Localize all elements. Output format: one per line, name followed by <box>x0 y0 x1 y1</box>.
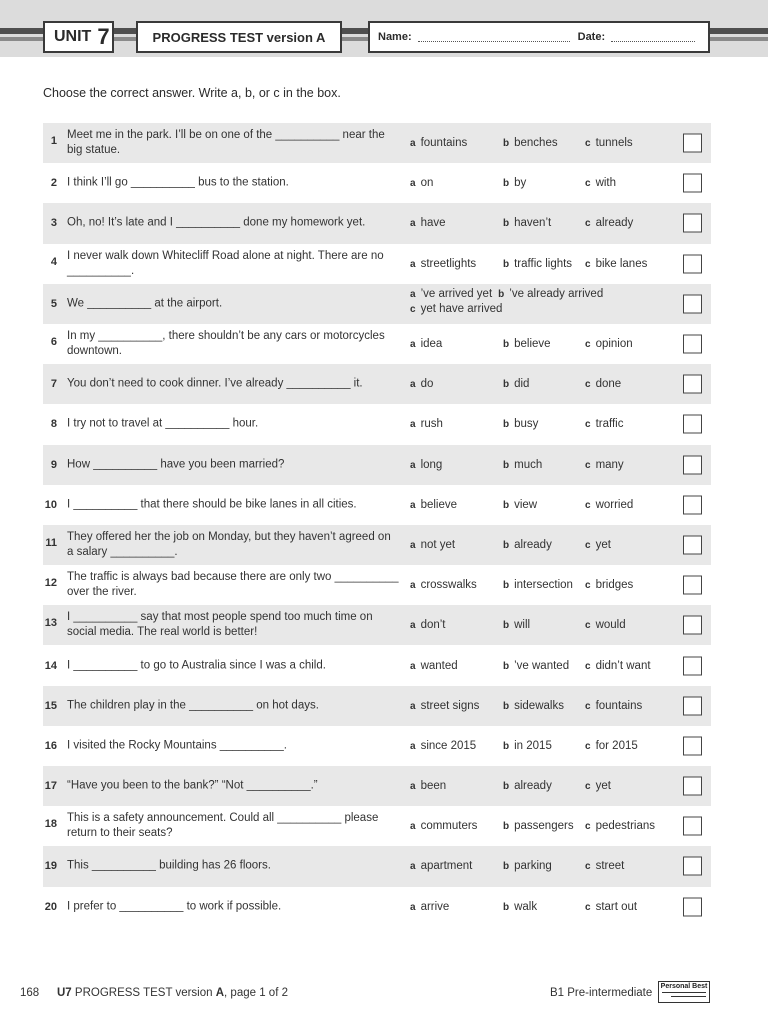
option-line <box>410 287 603 302</box>
option-text: don’t <box>420 619 446 632</box>
option-text: believe <box>420 498 458 511</box>
option-letter: c <box>585 258 591 270</box>
option-text: intersection <box>514 579 573 592</box>
answer-box[interactable] <box>683 736 702 755</box>
option-text: already <box>514 538 552 551</box>
option-letter: c <box>585 740 591 752</box>
question-text: You don’t need to cook dinner. I’ve already __________ it. <box>67 377 363 390</box>
option-letter: a <box>410 138 416 150</box>
footer-version: A <box>215 987 225 999</box>
option-letter: c <box>585 620 591 632</box>
option-b <box>503 901 537 913</box>
question-text: I visited the Rocky Mountains __________. <box>67 739 287 752</box>
option-text: arrive <box>420 900 450 913</box>
option-a <box>410 338 442 350</box>
option-text: didn’t want <box>595 659 651 672</box>
option-letter: c <box>585 178 591 190</box>
option-letter: a <box>410 258 416 270</box>
option-b <box>503 217 551 229</box>
option-c <box>585 418 623 430</box>
option-text: in 2015 <box>514 739 552 752</box>
option-letter: c <box>585 419 591 431</box>
option-letter: a <box>410 419 416 431</box>
option-a <box>410 499 457 511</box>
option-letter: c <box>585 660 591 672</box>
option-b <box>503 820 574 832</box>
option-c <box>585 177 616 189</box>
question-number: 12 <box>44 577 57 590</box>
question-row <box>43 887 711 927</box>
option-text: yet <box>595 538 611 551</box>
question-text: This is a safety announcement. Could all __________ please return to their seats? <box>67 812 379 840</box>
question-text: I __________ that there should be bike lanes in all cities. <box>67 498 357 511</box>
option-text: view <box>514 498 538 511</box>
unit-number: 7 <box>97 24 110 49</box>
option-a <box>410 539 455 551</box>
option-letter: a <box>410 821 416 833</box>
option-letter: a <box>410 620 416 632</box>
question-number: 17 <box>44 780 57 793</box>
question-row <box>43 766 711 806</box>
question-number: 13 <box>44 617 57 630</box>
option-text: for 2015 <box>595 739 638 752</box>
option-text: yet have arrived <box>420 302 503 315</box>
option-a <box>410 740 476 752</box>
option-text: start out <box>595 900 638 913</box>
question-number: 1 <box>50 135 57 147</box>
question-list <box>43 123 711 927</box>
question-number: 4 <box>50 255 57 268</box>
option-letter: b <box>498 288 505 300</box>
question-row <box>43 123 711 163</box>
option-letter: c <box>585 821 591 833</box>
question-number: 8 <box>50 418 57 431</box>
option-text: would <box>595 619 626 632</box>
option-letter: c <box>585 781 591 793</box>
option-a <box>410 619 446 631</box>
footer-test-name: PROGRESS TEST version <box>74 987 213 999</box>
option-text: ’ve arrived yet <box>420 287 493 300</box>
question-row <box>43 645 711 685</box>
option-text: traffic <box>595 418 624 431</box>
question-row <box>43 485 711 525</box>
question-number: 3 <box>50 217 57 230</box>
option-letter: c <box>585 861 591 873</box>
question-text: The children play in the __________ on hot days. <box>67 699 319 712</box>
option-text: will <box>514 619 531 632</box>
option-text: apartment <box>420 860 473 873</box>
option-c <box>585 700 642 712</box>
option-letter: a <box>410 660 416 672</box>
answer-box[interactable] <box>683 656 702 675</box>
question-row <box>43 525 711 565</box>
option-letter: c <box>585 539 591 551</box>
answer-box[interactable] <box>683 897 702 916</box>
option-line <box>410 302 603 317</box>
question-number: 5 <box>50 297 57 310</box>
question-number: 7 <box>50 378 57 391</box>
question-text: The traffic is always bad because there are only two __________ over the river. <box>67 571 399 599</box>
unit-label: UNIT <box>54 28 92 45</box>
question-number: 19 <box>44 860 57 873</box>
question-row <box>43 565 711 605</box>
option-text: do <box>420 378 434 391</box>
option-text: bike lanes <box>595 257 648 270</box>
option-text: fountains <box>420 137 468 150</box>
option-text: pedestrians <box>595 820 656 833</box>
name-label: Name: <box>378 31 412 43</box>
question-number: 20 <box>44 900 57 913</box>
question-row <box>43 364 711 404</box>
option-text: since 2015 <box>420 739 477 752</box>
option-a <box>410 378 433 390</box>
answer-box[interactable] <box>683 817 702 836</box>
option-text: benches <box>514 137 558 150</box>
footer-test-info <box>57 987 288 999</box>
option-b <box>498 288 603 300</box>
name-date-box <box>368 21 710 53</box>
option-a <box>410 217 446 229</box>
option-text: yet <box>595 780 611 793</box>
name-field[interactable] <box>418 41 570 42</box>
option-text: commuters <box>420 820 478 833</box>
option-c <box>585 378 621 390</box>
option-c <box>585 539 611 551</box>
question-text: In my __________, there shouldn’t be any cars or motorcycles downtown. <box>67 329 385 357</box>
option-text: ’ve already arrived <box>509 287 604 300</box>
question-text: Oh, no! It’s late and I __________ done my homework yet. <box>67 216 366 229</box>
option-letter: b <box>503 379 510 391</box>
option-a <box>410 288 492 300</box>
option-text: done <box>595 378 622 391</box>
option-text: opinion <box>595 338 633 351</box>
option-text: have <box>420 217 446 230</box>
option-b <box>503 579 573 591</box>
answer-box[interactable] <box>683 616 702 635</box>
option-a <box>410 780 446 792</box>
option-letter: b <box>503 901 510 913</box>
instructions: Choose the correct answer. Write a, b, or c in the box. <box>43 86 341 100</box>
option-b <box>503 740 552 752</box>
option-c <box>585 579 633 591</box>
option-a <box>410 258 476 270</box>
test-title-box <box>136 21 342 53</box>
option-b <box>503 137 558 149</box>
option-letter: b <box>503 218 510 230</box>
question-row <box>43 324 711 364</box>
answer-box[interactable] <box>683 576 702 595</box>
answer-box[interactable] <box>683 535 702 554</box>
answer-box[interactable] <box>683 134 702 153</box>
question-text: This __________ building has 26 floors. <box>67 859 271 872</box>
option-letter: b <box>503 740 510 752</box>
question-row <box>43 726 711 766</box>
option-text: long <box>420 458 443 471</box>
option-a <box>410 660 458 672</box>
option-letter: a <box>410 700 416 712</box>
answer-box[interactable] <box>683 495 702 514</box>
option-letter: c <box>585 339 591 351</box>
option-b <box>503 860 552 872</box>
answer-box[interactable] <box>683 254 702 273</box>
option-letter: b <box>503 138 510 150</box>
option-letter: a <box>410 539 416 551</box>
option-text: street <box>595 860 625 873</box>
question-row <box>43 244 711 284</box>
question-row <box>43 686 711 726</box>
option-c <box>585 217 633 229</box>
option-text: haven’t <box>514 217 552 230</box>
option-c <box>585 619 626 631</box>
question-text: I prefer to __________ to work if possible. <box>67 900 282 913</box>
option-text: did <box>514 378 530 391</box>
option-text: believe <box>514 338 551 351</box>
question-row <box>43 404 711 444</box>
option-text: walk <box>514 900 538 913</box>
option-letter: b <box>503 781 510 793</box>
question-number: 11 <box>45 536 57 549</box>
answer-box[interactable] <box>683 415 702 434</box>
option-letter: c <box>585 580 591 592</box>
option-a <box>410 137 467 149</box>
question-text: “Have you been to the bank?” “Not __________.” <box>67 779 318 792</box>
option-letter: a <box>410 781 416 793</box>
option-text: streetlights <box>420 257 477 270</box>
question-text: I never walk down Whitecliff Road alone at night. There are no __________. <box>67 249 384 277</box>
option-letter: b <box>503 178 510 190</box>
option-letter: a <box>410 218 416 230</box>
option-letter: a <box>410 740 416 752</box>
option-c <box>585 820 655 832</box>
option-text: not yet <box>420 538 456 551</box>
answer-box[interactable] <box>683 455 702 474</box>
logo-text: Personal Best <box>660 983 708 990</box>
answer-box[interactable] <box>683 294 702 313</box>
option-letter: b <box>503 821 510 833</box>
option-letter: c <box>585 901 591 913</box>
option-b <box>503 378 529 390</box>
option-c <box>585 338 633 350</box>
option-letter: b <box>503 499 510 511</box>
option-a <box>410 177 433 189</box>
option-letter: a <box>410 379 416 391</box>
option-text: on <box>420 177 434 190</box>
option-stack <box>410 287 603 317</box>
personal-best-logo <box>658 981 710 1003</box>
question-row <box>43 163 711 203</box>
option-b <box>503 619 530 631</box>
question-row <box>43 846 711 886</box>
option-text: tunnels <box>595 137 633 150</box>
option-letter: c <box>410 303 416 315</box>
option-letter: a <box>410 459 416 471</box>
question-number: 9 <box>50 458 57 471</box>
option-letter: c <box>585 138 591 150</box>
option-letter: b <box>503 419 510 431</box>
answer-box[interactable] <box>683 335 702 354</box>
option-text: passengers <box>514 820 574 833</box>
option-letter: c <box>585 459 591 471</box>
question-text: I try not to travel at __________ hour. <box>67 417 259 430</box>
option-text: wanted <box>420 659 458 672</box>
question-row <box>43 203 711 243</box>
option-b <box>503 418 538 430</box>
option-b <box>503 338 551 350</box>
footer-page-info: , page 1 of 2 <box>224 987 288 999</box>
question-number: 10 <box>44 498 57 511</box>
option-letter: c <box>585 499 591 511</box>
option-b <box>503 539 552 551</box>
option-c <box>410 303 502 315</box>
option-text: street signs <box>420 699 480 712</box>
option-letter: c <box>585 700 591 712</box>
answer-box[interactable] <box>683 777 702 796</box>
option-c <box>585 901 637 913</box>
unit-box <box>43 21 114 53</box>
option-letter: b <box>503 861 510 873</box>
question-row <box>43 284 711 324</box>
question-number: 2 <box>50 177 57 190</box>
answer-box[interactable] <box>683 174 702 193</box>
question-text: They offered her the job on Monday, but they haven’t agreed on a salary __________. <box>67 530 391 558</box>
option-letter: a <box>410 339 416 351</box>
question-row <box>43 445 711 485</box>
question-number: 16 <box>44 739 57 752</box>
option-b <box>503 700 564 712</box>
question-number: 14 <box>44 659 57 672</box>
option-text: been <box>420 780 447 793</box>
option-a <box>410 901 449 913</box>
question-text: We __________ at the airport. <box>67 297 223 310</box>
answer-box[interactable] <box>683 375 702 394</box>
option-a <box>410 459 442 471</box>
option-text: sidewalks <box>514 699 564 712</box>
option-text: by <box>514 177 527 190</box>
option-b <box>503 780 552 792</box>
option-letter: a <box>410 499 416 511</box>
option-letter: a <box>410 288 416 300</box>
footer-unit-code: U7 <box>57 987 72 999</box>
question-number: 18 <box>44 818 57 831</box>
option-letter: c <box>585 218 591 230</box>
option-c <box>585 459 624 471</box>
test-title: PROGRESS TEST version A <box>152 29 326 45</box>
option-b <box>503 177 526 189</box>
option-letter: b <box>503 258 510 270</box>
question-text: I think I’ll go __________ bus to the station. <box>67 176 289 189</box>
question-row <box>43 605 711 645</box>
option-letter: b <box>503 580 510 592</box>
question-number: 6 <box>50 335 57 348</box>
option-text: bridges <box>595 579 634 592</box>
question-text: I __________ to go to Australia since I was a child. <box>67 659 326 672</box>
question-row <box>43 806 711 846</box>
option-c <box>585 740 638 752</box>
option-text: busy <box>514 418 539 431</box>
option-c <box>585 780 611 792</box>
logo-rule <box>671 996 706 997</box>
option-text: already <box>595 217 634 230</box>
footer-page-number: 168 <box>20 987 40 999</box>
option-b <box>503 258 572 270</box>
option-text: many <box>595 458 624 471</box>
option-a <box>410 860 472 872</box>
option-letter: a <box>410 861 416 873</box>
option-text: traffic lights <box>514 257 573 270</box>
option-letter: b <box>503 539 510 551</box>
answer-box[interactable] <box>683 696 702 715</box>
option-a <box>410 700 479 712</box>
footer-level: B1 Pre-intermediate <box>550 987 653 999</box>
option-text: fountains <box>595 699 643 712</box>
option-text: with <box>595 177 617 190</box>
option-letter: a <box>410 901 416 913</box>
option-b <box>503 660 569 672</box>
question-number: 15 <box>44 699 57 712</box>
date-label: Date: <box>577 31 606 43</box>
option-letter: b <box>503 620 510 632</box>
option-letter: b <box>503 459 510 471</box>
option-c <box>585 860 624 872</box>
option-a <box>410 579 477 591</box>
option-c <box>585 660 651 672</box>
option-text: ’ve wanted <box>514 659 570 672</box>
option-text: much <box>514 458 543 471</box>
option-c <box>585 258 647 270</box>
option-a <box>410 418 443 430</box>
option-c <box>585 137 633 149</box>
option-text: rush <box>420 418 443 431</box>
option-text: worried <box>595 498 634 511</box>
option-letter: b <box>503 660 510 672</box>
question-text: How __________ have you been married? <box>67 458 285 471</box>
option-letter: b <box>503 339 510 351</box>
option-text: crosswalks <box>420 579 477 592</box>
question-text: Meet me in the park. I’ll be on one of the __________ near the big statue. <box>67 129 385 156</box>
question-text: I __________ say that most people spend too much time on social media. The real world is better! <box>67 611 373 639</box>
option-a <box>410 820 477 832</box>
option-b <box>503 459 542 471</box>
option-letter: b <box>503 700 510 712</box>
answer-box[interactable] <box>683 857 702 876</box>
logo-rule <box>662 992 706 993</box>
option-text: idea <box>420 338 443 351</box>
option-c <box>585 499 633 511</box>
option-text: already <box>514 780 552 793</box>
option-letter: a <box>410 580 416 592</box>
answer-box[interactable] <box>683 214 702 233</box>
option-letter: a <box>410 178 416 190</box>
option-letter: c <box>585 379 591 391</box>
date-field[interactable] <box>611 41 695 42</box>
option-b <box>503 499 537 511</box>
option-text: parking <box>514 860 552 873</box>
